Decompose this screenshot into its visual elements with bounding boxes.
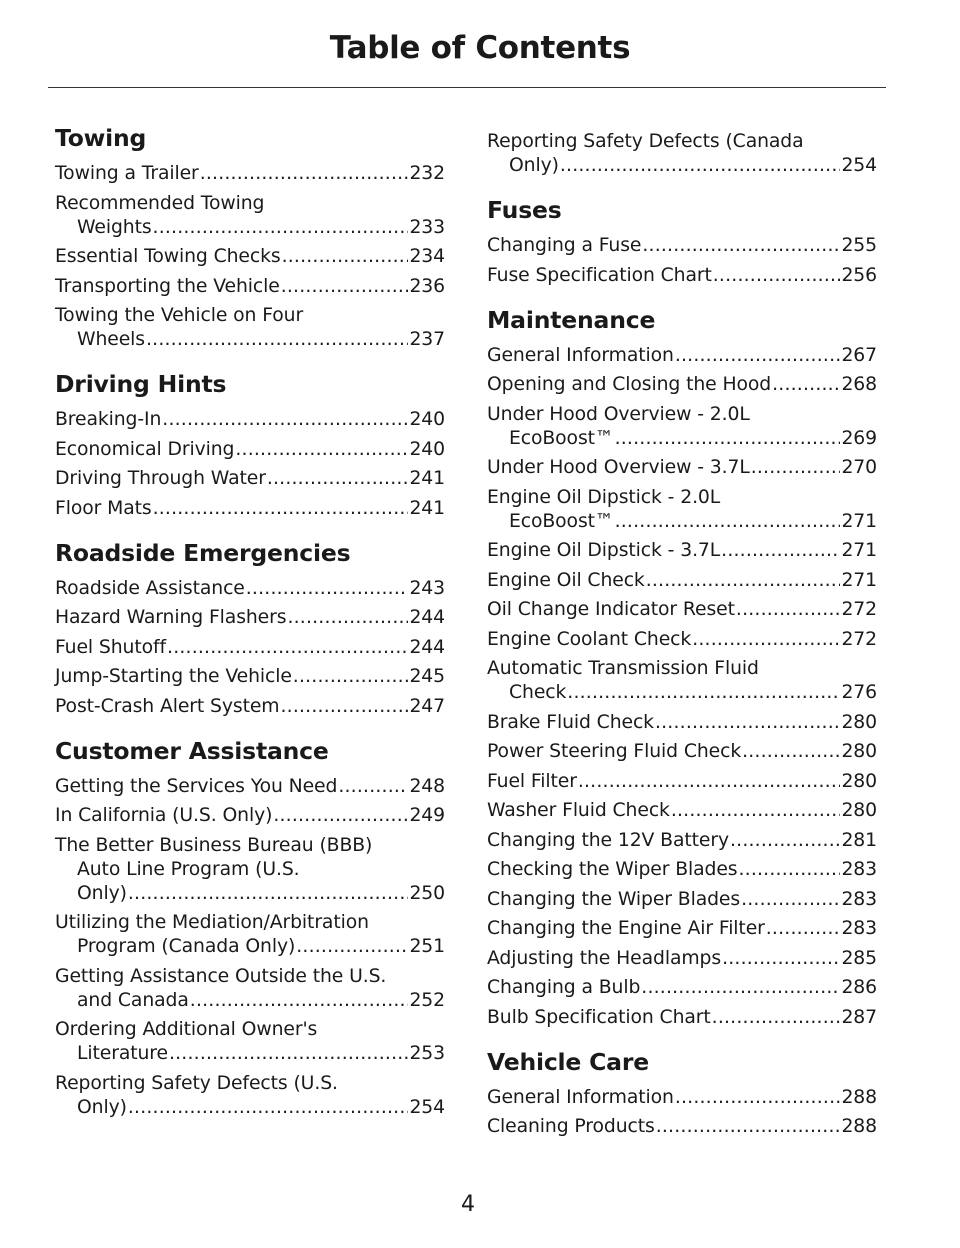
entry-row [55, 665, 445, 689]
entry-row [487, 799, 877, 823]
entry-page-number: 281 [841, 829, 877, 851]
toc-entry[interactable] [487, 740, 877, 764]
entry-title: Changing the Wiper Blades [487, 888, 741, 910]
toc-entry[interactable] [487, 539, 877, 563]
entry-title: Brake Fluid Check [487, 711, 654, 733]
entry-title: Changing a Fuse [487, 235, 642, 256]
entry-title: Literature [77, 1043, 168, 1064]
entry-row [55, 467, 445, 491]
section-heading: Vehicle Care [487, 1047, 649, 1076]
entry-row [55, 882, 445, 906]
dot-leader [169, 1042, 408, 1066]
entry-title: Weights [77, 216, 152, 238]
entry-title: Only) [77, 1096, 127, 1118]
entry-row [487, 740, 877, 764]
toc-entry[interactable] [487, 628, 877, 652]
toc-entry[interactable] [55, 695, 445, 719]
dot-leader [671, 799, 841, 823]
entry-title: General Information [487, 1086, 674, 1108]
toc-entry[interactable] [487, 770, 877, 794]
toc-entry[interactable] [487, 130, 877, 178]
dot-leader [167, 636, 408, 660]
entry-row [55, 245, 445, 269]
entry-page-number: 244 [409, 636, 445, 658]
toc-right-column [487, 130, 877, 1145]
entry-row [55, 275, 445, 299]
entry-title: Getting the Services You Need [55, 775, 338, 797]
entry-title: and Canada [77, 989, 189, 1011]
toc-entry[interactable] [55, 162, 445, 186]
dot-leader [338, 775, 408, 799]
entry-page-number: 253 [409, 1043, 445, 1064]
section-heading: Fuses [487, 196, 562, 224]
entry-title-line: Automatic Transmission Fluid [487, 658, 759, 679]
dot-leader [128, 1096, 409, 1120]
entry-title: Transporting the Vehicle [55, 275, 280, 297]
entry-row [487, 427, 877, 451]
entry-row [55, 497, 445, 521]
dot-leader [675, 1086, 841, 1110]
entry-title: Economical Driving [55, 438, 235, 460]
entry-title-line: Auto Line Program (U.S. [77, 858, 300, 880]
section-heading: Maintenance [487, 305, 656, 334]
entry-title: Washer Fluid Check [487, 800, 670, 821]
entry-row [487, 770, 877, 794]
title-divider [48, 87, 886, 88]
entry-title-line: Utilizing the Mediation/Arbitration [55, 912, 369, 933]
entry-row [487, 947, 877, 971]
entry-page-number: 249 [409, 805, 445, 826]
entry-title: Program (Canada Only) [77, 936, 296, 957]
toc-section [487, 196, 877, 288]
dot-leader [713, 264, 841, 288]
dot-leader [287, 606, 408, 630]
dot-leader [736, 598, 841, 622]
entry-title: Essential Towing Checks [55, 246, 281, 267]
entry-page-number: 271 [841, 569, 877, 591]
entry-page-number: 272 [841, 599, 877, 620]
toc-entry[interactable] [487, 456, 877, 480]
toc-entry[interactable] [487, 917, 877, 941]
toc-entry[interactable] [487, 403, 877, 451]
dot-leader [675, 344, 841, 368]
entry-page-number: 243 [409, 577, 445, 599]
entry-title: Adjusting the Headlamps [487, 947, 722, 969]
entry-page-number: 288 [841, 1086, 877, 1108]
dot-leader [567, 681, 840, 705]
entry-title-line: Reporting Safety Defects (U.S. [55, 1072, 338, 1094]
entry-row [487, 976, 877, 1000]
entry-row [487, 1006, 877, 1030]
entry-page-number: 254 [409, 1096, 445, 1118]
entry-row [55, 162, 445, 186]
dot-leader [190, 989, 409, 1013]
entry-title: Cleaning Products [487, 1116, 655, 1137]
entry-title: Fuel Filter [487, 770, 577, 792]
entry-title: Engine Coolant Check [487, 628, 692, 650]
section-heading: Customer Assistance [55, 736, 329, 765]
entry-page-number: 286 [841, 977, 877, 998]
entry-page-number: 251 [409, 936, 445, 957]
entry-row [487, 373, 877, 397]
entry-page-number: 240 [409, 409, 445, 430]
entry-page-number: 254 [841, 155, 877, 176]
entry-page-number: 280 [841, 711, 877, 733]
entry-title-line: Engine Oil Dipstick - 2.0L [487, 486, 721, 508]
entry-page-number: 280 [841, 770, 877, 792]
toc-entry[interactable] [55, 577, 445, 601]
entry-row [487, 344, 877, 368]
dot-leader [200, 162, 409, 186]
entry-page-number: 271 [841, 510, 877, 532]
entry-page-number: 250 [409, 882, 445, 904]
dot-leader [615, 427, 841, 451]
dot-leader [641, 976, 840, 1000]
toc-entry[interactable] [55, 467, 445, 491]
entry-row [55, 695, 445, 719]
toc-section [487, 306, 877, 1030]
toc-entry[interactable] [55, 965, 445, 1013]
entry-title: Breaking-In [55, 409, 162, 430]
dot-leader [655, 711, 840, 735]
dot-leader [282, 245, 409, 269]
entry-row [55, 216, 445, 240]
entry-page-number: 256 [841, 264, 877, 286]
section-heading: Towing [55, 124, 147, 152]
entry-page-number: 241 [409, 497, 445, 519]
entry-page-number: 244 [409, 607, 445, 628]
entry-title: Towing a Trailer [55, 163, 199, 184]
entry-title: In California (U.S. Only) [55, 805, 273, 826]
entry-title: Only) [509, 155, 559, 176]
toc-entry[interactable] [55, 804, 445, 828]
toc-left-column [55, 118, 445, 1125]
toc-entry[interactable] [487, 947, 877, 971]
entry-title: Floor Mats [55, 497, 152, 519]
entry-page-number: 283 [841, 918, 877, 939]
entry-title: Roadside Assistance [55, 577, 245, 599]
entry-row [55, 804, 445, 828]
dot-leader [296, 935, 408, 959]
toc-entry[interactable] [487, 373, 877, 397]
dot-leader [642, 234, 840, 258]
entry-page-number: 240 [409, 438, 445, 460]
entry-title-line: Reporting Safety Defects (Canada [487, 131, 804, 152]
entry-page-number: 236 [409, 275, 445, 297]
toc-entry[interactable] [55, 775, 445, 799]
section-heading: Driving Hints [55, 370, 227, 398]
entry-row [55, 935, 445, 959]
entry-page-number: 283 [841, 859, 877, 880]
entry-title: Fuel Shutoff [55, 636, 167, 658]
toc-section [55, 539, 445, 719]
entry-row [487, 264, 877, 288]
toc-entry[interactable] [55, 1072, 445, 1120]
entry-row [487, 628, 877, 652]
entry-title: Under Hood Overview - 3.7L [487, 457, 750, 478]
entry-page-number: 272 [841, 628, 877, 650]
entry-page-number: 288 [841, 1116, 877, 1137]
entry-row [487, 456, 877, 480]
entry-title: Jump-Starting the Vehicle [55, 666, 292, 687]
entry-page-number: 245 [409, 666, 445, 687]
toc-entry[interactable] [487, 888, 877, 912]
entry-row [487, 917, 877, 941]
toc-entry[interactable] [55, 665, 445, 689]
dot-leader [128, 882, 409, 906]
toc-entry[interactable] [55, 497, 445, 521]
dot-leader [235, 438, 408, 462]
toc-entry[interactable] [55, 636, 445, 660]
entry-title: Power Steering Fluid Check [487, 741, 742, 762]
dot-leader [741, 888, 840, 912]
dot-leader [692, 628, 840, 652]
toc-entry[interactable] [487, 486, 877, 534]
toc-entry[interactable] [487, 799, 877, 823]
toc-entry[interactable] [487, 976, 877, 1000]
entry-page-number: 270 [841, 457, 877, 478]
dot-leader [560, 154, 841, 178]
entry-title: Driving Through Water [55, 468, 266, 489]
entry-page-number: 269 [841, 427, 877, 449]
entry-row [487, 539, 877, 563]
entry-page-number: 267 [841, 344, 877, 366]
entry-page-number: 280 [841, 800, 877, 821]
dot-leader [739, 858, 841, 882]
entry-row [55, 1096, 445, 1120]
entry-page-number: 248 [409, 775, 445, 797]
toc-entry[interactable] [55, 245, 445, 269]
entry-title: General Information [487, 344, 674, 366]
entry-title: Check [509, 682, 567, 703]
entry-title: Oil Change Indicator Reset [487, 599, 735, 620]
toc-entry[interactable] [487, 858, 877, 882]
entry-row [487, 1086, 877, 1110]
entry-title: Post-Crash Alert System [55, 695, 280, 717]
entry-row [487, 858, 877, 882]
dot-leader [656, 1115, 841, 1139]
dot-leader [615, 510, 841, 534]
entry-row [487, 510, 877, 534]
dot-leader [766, 917, 841, 941]
entry-title-line: Getting Assistance Outside the U.S. [55, 965, 387, 987]
dot-leader [721, 539, 840, 563]
entry-row [55, 606, 445, 630]
toc-entry[interactable] [487, 234, 877, 258]
dot-leader [751, 456, 841, 480]
entry-title: Hazard Warning Flashers [55, 607, 287, 628]
entry-title: Checking the Wiper Blades [487, 859, 738, 880]
toc-section [55, 370, 445, 521]
entry-row [487, 711, 877, 735]
entry-title: Engine Oil Dipstick - 3.7L [487, 540, 721, 561]
toc-entry[interactable] [487, 1006, 877, 1030]
toc-entry[interactable] [487, 1115, 877, 1139]
entry-row [487, 154, 877, 178]
toc-entry[interactable] [55, 438, 445, 462]
entry-page-number: 232 [409, 163, 445, 184]
entry-row [487, 829, 877, 853]
entry-row [55, 577, 445, 601]
entry-row [55, 989, 445, 1013]
entry-row [487, 569, 877, 593]
toc-section [55, 124, 445, 352]
toc-section [487, 1048, 877, 1140]
dot-leader [153, 497, 409, 521]
toc-entry[interactable] [55, 192, 445, 240]
toc-section [487, 130, 877, 178]
entry-row [487, 1115, 877, 1139]
entry-title-line: Towing the Vehicle on Four [55, 305, 304, 326]
toc-entry[interactable] [487, 569, 877, 593]
entry-row [55, 328, 445, 352]
toc-entry[interactable] [55, 304, 445, 352]
entry-row [487, 598, 877, 622]
dot-leader [267, 467, 409, 491]
dot-leader [281, 695, 409, 719]
entry-page-number: 255 [841, 235, 877, 256]
entry-page-number: 234 [409, 246, 445, 267]
dot-leader [153, 216, 409, 240]
section-heading: Roadside Emergencies [55, 538, 351, 567]
entry-title: EcoBoost™ [509, 427, 614, 449]
dot-leader [712, 1006, 841, 1030]
entry-title: Wheels [77, 329, 145, 350]
entry-page-number: 252 [409, 989, 445, 1011]
toc-section [55, 737, 445, 1120]
entry-row [487, 888, 877, 912]
toc-entry[interactable] [487, 1086, 877, 1110]
entry-title-line: Ordering Additional Owner's [55, 1019, 318, 1040]
entry-row [55, 1042, 445, 1066]
entry-title: Changing the 12V Battery [487, 829, 729, 851]
toc-entry[interactable] [487, 344, 877, 368]
entry-row [487, 681, 877, 705]
entry-title-line: Under Hood Overview - 2.0L [487, 403, 750, 425]
toc-entry[interactable] [487, 657, 877, 705]
dot-leader [772, 373, 840, 397]
dot-leader [146, 328, 408, 352]
entry-page-number: 271 [841, 540, 877, 561]
dot-leader [281, 275, 409, 299]
toc-entry[interactable] [487, 711, 877, 735]
dot-leader [293, 665, 409, 689]
dot-leader [646, 569, 841, 593]
toc-entry[interactable] [55, 911, 445, 959]
entry-row [55, 438, 445, 462]
entry-page-number: 247 [409, 695, 445, 717]
entry-title: Engine Oil Check [487, 569, 645, 591]
entry-title: Only) [77, 882, 127, 904]
toc-entry[interactable] [487, 264, 877, 288]
entry-page-number: 237 [409, 329, 445, 350]
entry-page-number: 287 [841, 1006, 877, 1028]
entry-title-line: The Better Business Bureau (BBB) [55, 834, 373, 856]
dot-leader [162, 408, 408, 432]
entry-title: Fuse Specification Chart [487, 264, 712, 286]
toc-entry[interactable] [55, 275, 445, 299]
entry-page-number: 233 [409, 216, 445, 238]
dot-leader [578, 770, 841, 794]
toc-entry[interactable] [487, 829, 877, 853]
dot-leader [730, 829, 840, 853]
entry-row [55, 775, 445, 799]
entry-row [487, 234, 877, 258]
entry-row [55, 636, 445, 660]
dot-leader [722, 947, 840, 971]
toc-entry[interactable] [55, 834, 445, 906]
entry-title: EcoBoost™ [509, 510, 614, 532]
entry-page-number: 276 [841, 682, 877, 703]
entry-title: Bulb Specification Chart [487, 1006, 711, 1028]
entry-page-number: 280 [841, 741, 877, 762]
toc-entry[interactable] [55, 606, 445, 630]
toc-entry[interactable] [55, 1018, 445, 1066]
entry-page-number: 283 [841, 888, 877, 910]
dot-leader [246, 577, 409, 601]
dot-leader [273, 804, 408, 828]
page-number: 4 [461, 1192, 475, 1217]
entry-title: Changing the Engine Air Filter [487, 918, 765, 939]
entry-page-number: 241 [409, 468, 445, 489]
page-title: Table of Contents [329, 30, 631, 66]
toc-entry[interactable] [55, 408, 445, 432]
entry-page-number: 268 [841, 374, 877, 395]
toc-entry[interactable] [487, 598, 877, 622]
entry-row [55, 408, 445, 432]
entry-title-line: Recommended Towing [55, 192, 265, 214]
entry-title: Opening and Closing the Hood [487, 374, 772, 395]
dot-leader [742, 740, 840, 764]
entry-page-number: 285 [841, 947, 877, 969]
entry-title: Changing a Bulb [487, 977, 641, 998]
